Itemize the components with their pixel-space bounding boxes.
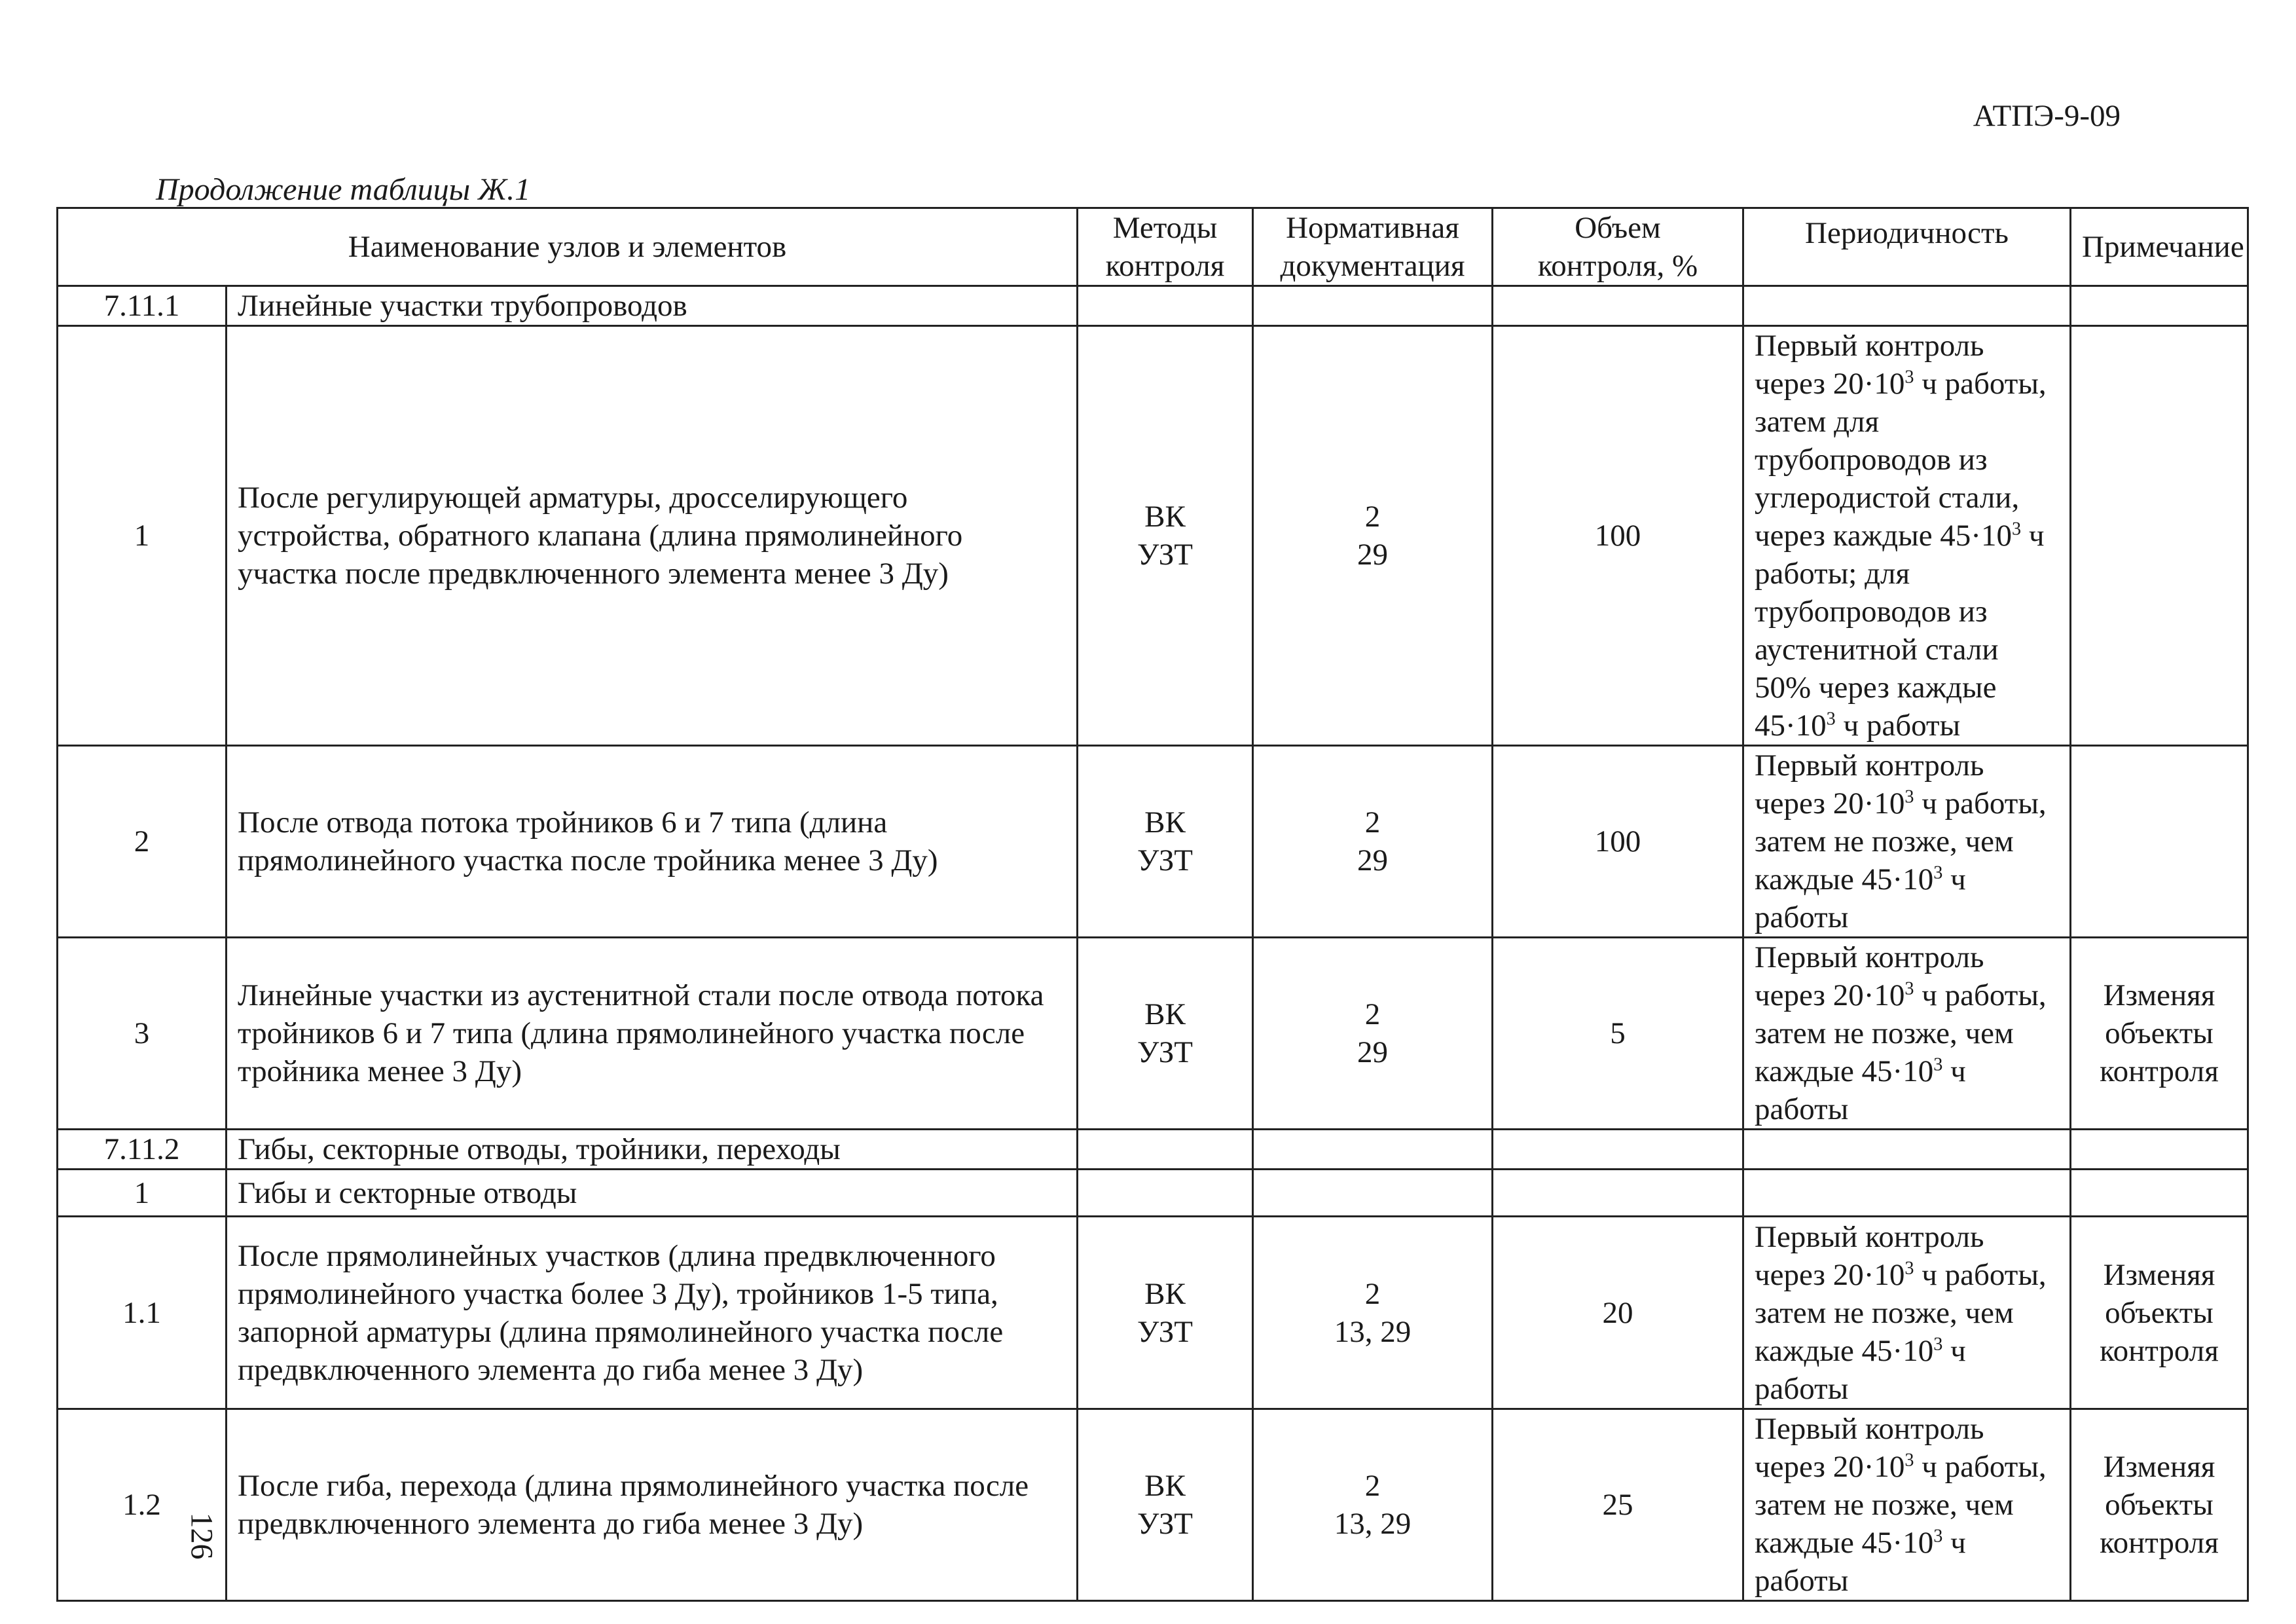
- control-table: [56, 207, 2249, 1602]
- table-row: [58, 938, 2248, 1130]
- row-element-name: После гиба, перехода (длина прямолинейного участка после предвключенного элемента до гиба менее 3 Ду): [227, 1409, 1078, 1601]
- row-volume: 100: [1493, 326, 1743, 746]
- row-volume: 25: [1493, 1409, 1743, 1601]
- row-volume: 20: [1493, 1217, 1743, 1409]
- row-docs: 2 29: [1253, 326, 1493, 746]
- row-volume: 5: [1493, 938, 1743, 1130]
- row-number: 1.1: [58, 1217, 227, 1409]
- section-code: 7.11.1: [58, 286, 227, 326]
- table-row: [58, 1409, 2248, 1601]
- row-number: 1.2: [58, 1409, 227, 1601]
- row-docs: 2 13, 29: [1253, 1217, 1493, 1409]
- row-note: Изменяя объекты контроля: [2071, 1409, 2248, 1601]
- subsection-title: Гибы и секторные отводы: [227, 1170, 1078, 1217]
- row-periodicity: Первый контроль через $20\cdot 10^3$ ч работы, затем не позже, чем каждые $45\cdot 10^3$ ч работы: [1743, 1217, 2071, 1409]
- row-volume: 100: [1493, 746, 1743, 938]
- section-title: Линейные участки трубопроводов: [227, 286, 1078, 326]
- col-header-periodicity: Периодичность: [1743, 208, 2071, 286]
- row-element-name: После прямолинейных участков (длина предвключенного прямолинейного участка более 3 Ду), тройников 1-5 типа, запорной арматуры (длина прямолинейного участка после предвключенного элемента до гиба менее 3 Ду): [227, 1217, 1078, 1409]
- section-title: Гибы, секторные отводы, тройники, переходы: [227, 1130, 1078, 1170]
- row-number: 1: [58, 326, 227, 746]
- row-docs: 2 29: [1253, 746, 1493, 938]
- table-row: [58, 746, 2248, 938]
- row-number: 3: [58, 938, 227, 1130]
- row-note: [2071, 746, 2248, 938]
- row-methods: ВК УЗТ: [1078, 1409, 1253, 1601]
- row-methods: ВК УЗТ: [1078, 326, 1253, 746]
- row-note: Изменяя объекты контроля: [2071, 1217, 2248, 1409]
- subsection-row: [58, 1170, 2248, 1217]
- document-code: АТПЭ-9-09: [1973, 99, 2121, 133]
- row-periodicity: Первый контроль через $20\cdot 10^3$ ч работы, затем не позже, чем каждые $45\cdot 10^3$ ч работы: [1743, 746, 2071, 938]
- row-docs: 2 29: [1253, 938, 1493, 1130]
- col-header-docs: Нормативная документация: [1253, 208, 1493, 286]
- row-methods: ВК УЗТ: [1078, 746, 1253, 938]
- table-caption: Продолжение таблицы Ж.1: [156, 172, 531, 207]
- section-row: [58, 286, 2248, 326]
- row-note: Изменяя объекты контроля: [2071, 938, 2248, 1130]
- row-note: [2071, 326, 2248, 746]
- row-methods: ВК УЗТ: [1078, 938, 1253, 1130]
- row-methods: ВК УЗТ: [1078, 1217, 1253, 1409]
- col-header-methods: Методы контроля: [1078, 208, 1253, 286]
- col-header-note: Примечание: [2071, 208, 2248, 286]
- table-header-row: [58, 208, 2248, 286]
- row-number: 2: [58, 746, 227, 938]
- table-row: [58, 1217, 2248, 1409]
- subsection-number: 1: [58, 1170, 227, 1217]
- col-header-volume: Объем контроля, %: [1493, 208, 1743, 286]
- table-row: [58, 326, 2248, 746]
- page-number: 126: [184, 1512, 219, 1560]
- row-element-name: Линейные участки из аустенитной стали после отвода потока тройников 6 и 7 типа (длина прямолинейного участка после тройника менее 3 Ду): [227, 938, 1078, 1130]
- row-periodicity: Первый контроль через $20\cdot 10^3$ ч работы, затем не позже, чем каждые $45\cdot 10^3$ ч работы: [1743, 1409, 2071, 1601]
- section-code: 7.11.2: [58, 1130, 227, 1170]
- row-element-name: После регулирующей арматуры, дросселирующего устройства, обратного клапана (длина прямолинейного участка после предвключенного элемента менее 3 Ду): [227, 326, 1078, 746]
- section-row: [58, 1130, 2248, 1170]
- row-docs: 2 13, 29: [1253, 1409, 1493, 1601]
- col-header-name: Наименование узлов и элементов: [58, 208, 1078, 286]
- row-periodicity: Первый контроль через $20\cdot 10^3$ ч работы, затем для трубопроводов из углеродистой стали, через каждые $45\cdot 10^3$ ч работы; для трубопроводов из аустенитной стали 50% через каждые $45\cdot 10^3$ ч работы: [1743, 326, 2071, 746]
- row-periodicity: Первый контроль через $20\cdot 10^3$ ч работы, затем не позже, чем каждые $45\cdot 10^3$ ч работы: [1743, 938, 2071, 1130]
- row-element-name: После отвода потока тройников 6 и 7 типа (длина прямолинейного участка после тройника менее 3 Ду): [227, 746, 1078, 938]
